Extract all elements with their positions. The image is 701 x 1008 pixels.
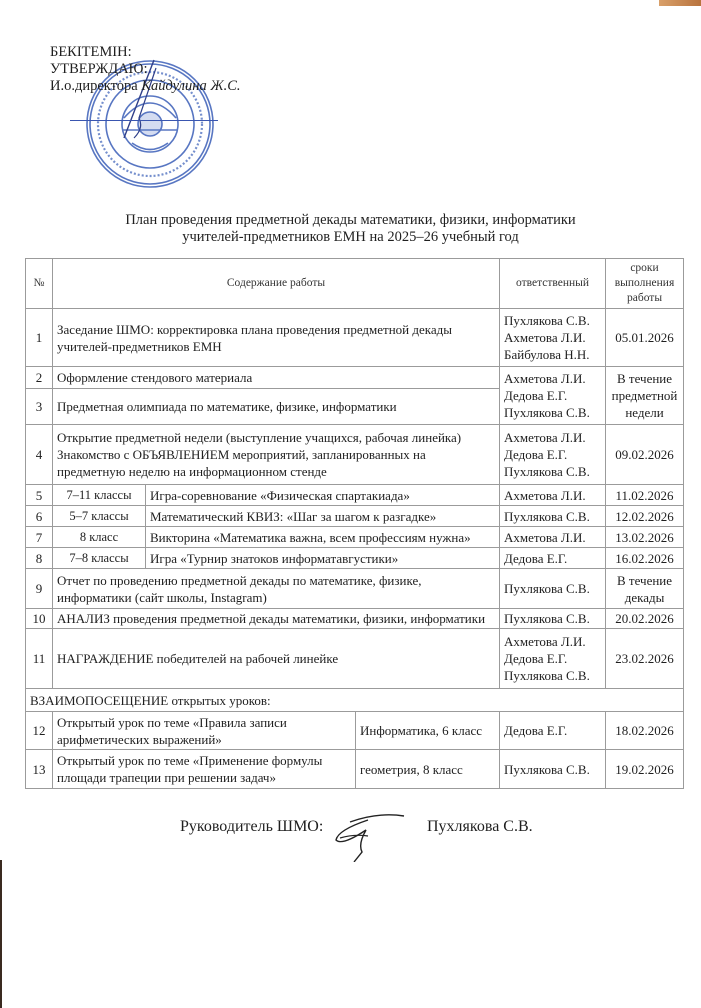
row-content: Отчет по проведению предметной декады по математике, физике, информатики (сайт школы, Instagram) <box>53 569 500 609</box>
head-role: Руководитель ШМО: <box>180 818 324 835</box>
lesson-num: 13 <box>26 750 53 789</box>
table-row <box>26 548 684 569</box>
row-deadline: 13.02.2026 <box>606 527 684 548</box>
table-row <box>26 367 684 389</box>
table-row <box>26 425 684 485</box>
section-row <box>26 689 684 712</box>
director-name: Кайдулина Ж.С. <box>141 78 241 94</box>
approval-block <box>50 44 241 95</box>
row-content: Математический КВИЗ: «Шаг за шагом к разгадке» <box>146 506 500 527</box>
row-num: 1 <box>26 309 53 367</box>
row-content: Викторина «Математика важна, всем профессиям нужна» <box>146 527 500 548</box>
responsible-person: Пухлякова С.В. <box>504 668 590 683</box>
lesson-date: 19.02.2026 <box>606 750 684 789</box>
row-responsible: Дедова Е.Г. <box>500 548 606 569</box>
row-responsible: Ахметова Л.И. <box>500 485 606 506</box>
responsible-person: Дедова Е.Г. <box>504 651 568 666</box>
responsible-person: Дедова Е.Г. <box>504 447 568 462</box>
header-num: № <box>26 259 53 309</box>
row-content: Игра-соревнование «Физическая спартакиада» <box>146 485 500 506</box>
row-content: НАГРАЖДЕНИЕ победителей на рабочей линейке <box>53 629 500 689</box>
approval-line-kz: БЕКІТЕМІН: <box>50 44 132 60</box>
row-grade: 7–8 классы <box>53 548 146 569</box>
row-num: 5 <box>26 485 53 506</box>
lesson-responsible: Дедова Е.Г. <box>500 712 606 750</box>
header-responsible: ответственный <box>500 259 606 309</box>
row-num: 4 <box>26 425 53 485</box>
responsible-person: Байбулова Н.Н. <box>504 347 590 362</box>
responsible-person: Ахметова Л.И. <box>504 371 586 386</box>
row-content: АНАЛИЗ проведения предметной декады математики, физики, информатики <box>53 609 500 629</box>
title-line-2: учителей-предметников ЕМН на 2025–26 учебный год <box>182 229 519 245</box>
row-num: 11 <box>26 629 53 689</box>
responsible-person: Ахметова Л.И. <box>504 634 586 649</box>
lesson-subject: геометрия, 8 класс <box>356 750 500 789</box>
row-responsible: Пухлякова С.В. <box>500 609 606 629</box>
row-deadline: 05.01.2026 <box>606 309 684 367</box>
table-row <box>26 485 684 506</box>
header-content: Содержание работы <box>53 259 500 309</box>
row-responsible: Ахметова Л.И. <box>500 527 606 548</box>
lesson-responsible: Пухлякова С.В. <box>500 750 606 789</box>
table-row <box>26 609 684 629</box>
row-content: Открытие предметной недели (выступление учащихся, рабочая линейка) Знакомство с ОБЪЯВЛЕНИЕМ мероприятий, запланированных на предметную неделю на информационном стенде <box>53 425 500 485</box>
row-content: Игра «Турнир знатоков информатавгустики» <box>146 548 500 569</box>
row-responsible <box>500 629 606 689</box>
handwritten-signature-icon <box>328 810 408 862</box>
row-num: 8 <box>26 548 53 569</box>
header-deadline: сроки выполнения работы <box>606 259 684 309</box>
row-deadline: 20.02.2026 <box>606 609 684 629</box>
lesson-subject: Информатика, 6 класс <box>356 712 500 750</box>
responsible-person: Ахметова Л.И. <box>504 430 586 445</box>
plan-table <box>25 258 684 789</box>
responsible-person: Пухлякова С.В. <box>504 405 590 420</box>
row-responsible <box>500 425 606 485</box>
head-name: Пухлякова С.В. <box>427 818 533 835</box>
row-grade: 5–7 классы <box>53 506 146 527</box>
director-title: И.о.директора <box>50 78 138 94</box>
row-responsible <box>500 309 606 367</box>
row-num: 6 <box>26 506 53 527</box>
row-num: 10 <box>26 609 53 629</box>
row-deadline: 16.02.2026 <box>606 548 684 569</box>
table-row <box>26 309 684 367</box>
row-responsible <box>500 367 606 425</box>
row-num: 7 <box>26 527 53 548</box>
responsible-person: Ахметова Л.И. <box>504 330 586 345</box>
lesson-topic: Открытый урок по теме «Применение формулы площади трапеции при решении задач» <box>53 750 356 789</box>
responsible-person: Пухлякова С.В. <box>504 313 590 328</box>
approval-signature-line <box>70 120 218 121</box>
lesson-topic: Открытый урок по теме «Правила записи арифметических выражений» <box>53 712 356 750</box>
scan-edge-shadow <box>0 860 2 1008</box>
section-title: ВЗАИМОПОСЕЩЕНИЕ открытых уроков: <box>26 689 684 712</box>
lesson-row <box>26 712 684 750</box>
row-grade: 7–11 классы <box>53 485 146 506</box>
approval-director <box>50 78 241 95</box>
row-responsible: Пухлякова С.В. <box>500 506 606 527</box>
responsible-person: Дедова Е.Г. <box>504 388 568 403</box>
row-content: Заседание ШМО: корректировка плана проведения предметной декады учителей-предметников ЕМН <box>53 309 500 367</box>
row-num: 9 <box>26 569 53 609</box>
lesson-row <box>26 750 684 789</box>
row-content: Оформление стендового материала <box>53 367 500 389</box>
title-line-1: План проведения предметной декады математики, физики, информатики <box>125 212 576 228</box>
lesson-num: 12 <box>26 712 53 750</box>
row-deadline: 12.02.2026 <box>606 506 684 527</box>
row-grade: 8 класс <box>53 527 146 548</box>
row-responsible: Пухлякова С.В. <box>500 569 606 609</box>
row-deadline: 11.02.2026 <box>606 485 684 506</box>
approval-line-ru: УТВЕРЖДАЮ: <box>50 61 148 77</box>
row-num: 2 <box>26 367 53 389</box>
row-deadline: 23.02.2026 <box>606 629 684 689</box>
table-row <box>26 629 684 689</box>
lesson-date: 18.02.2026 <box>606 712 684 750</box>
table-header-row <box>26 259 684 309</box>
table-row <box>26 506 684 527</box>
scan-edge-strip <box>659 0 701 6</box>
document-title <box>0 212 701 246</box>
table-row <box>26 569 684 609</box>
row-deadline: В течение предметной недели <box>606 367 684 425</box>
row-deadline: 09.02.2026 <box>606 425 684 485</box>
table-row <box>26 527 684 548</box>
responsible-person: Пухлякова С.В. <box>504 464 590 479</box>
row-content: Предметная олимпиада по математике, физике, информатики <box>53 389 500 425</box>
row-deadline: В течение декады <box>606 569 684 609</box>
row-num: 3 <box>26 389 53 425</box>
